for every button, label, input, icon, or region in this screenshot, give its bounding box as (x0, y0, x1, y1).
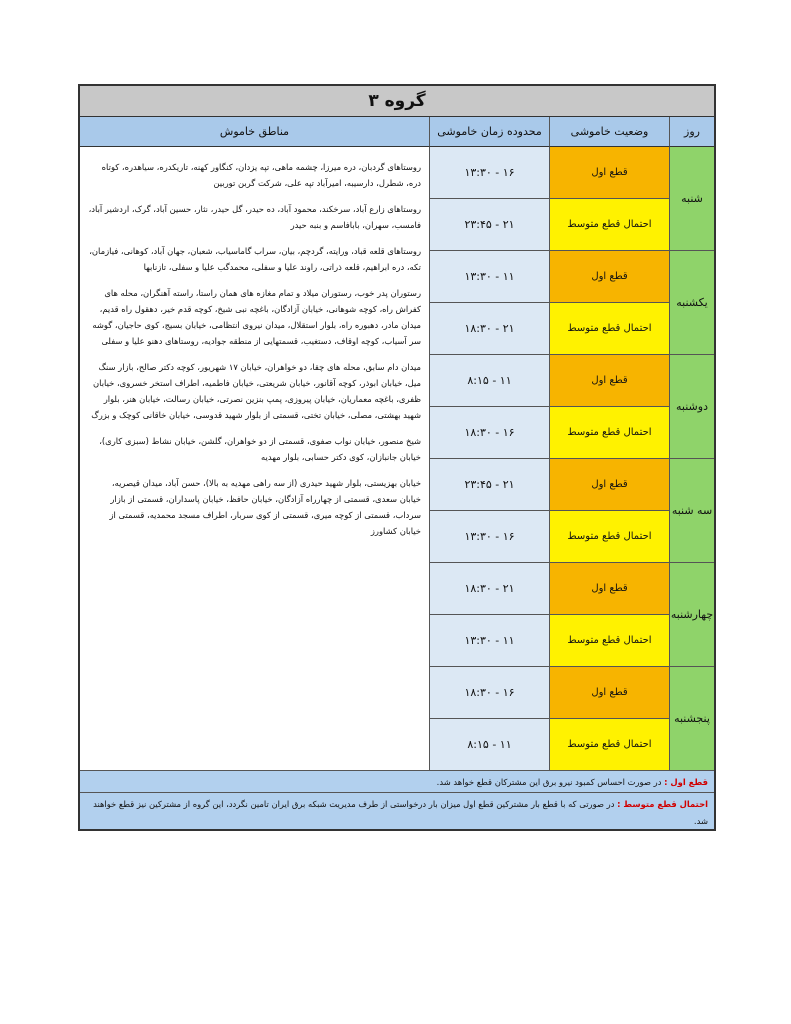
header-day: روز (669, 117, 714, 147)
status-cell: قطع اول (549, 459, 669, 511)
area-text: روستاهای گردبان، دره میرزا، چشمه ماهی، تپه یزدان، کنگاور کهنه، تاریکدره، سیاهدره، کوتاه دره، شطرل، دارسیبه، امیرآباد تپه علی، شرکت گربن توربین (101, 162, 421, 188)
status-cell: احتمال قطع متوسط (549, 511, 669, 563)
time-range-cell: ۱۱ - ۸:۱۵ (429, 719, 549, 771)
time-range-cell: ۲۱ - ۱۸:۳۰ (429, 303, 549, 355)
header-range: محدوده زمان خاموشی (429, 117, 549, 147)
first-cut-text: در صورت احساس کمبود نیرو برق این مشترکان قطع خواهد شد. (436, 777, 662, 787)
footer-first-cut-note (80, 771, 714, 793)
probable-cut-label: احتمال قطع متوسط : (617, 799, 708, 809)
time-range-cell: ۱۶ - ۱۸:۳۰ (429, 667, 549, 719)
status-cell: قطع اول (549, 251, 669, 303)
status-cell: احتمال قطع متوسط (549, 615, 669, 667)
status-cell: قطع اول (549, 563, 669, 615)
day-saturday: شنبه (669, 147, 714, 251)
status-cell: قطع اول (549, 667, 669, 719)
day-sunday: یکشنبه (669, 251, 714, 355)
status-cell: احتمال قطع متوسط (549, 303, 669, 355)
status-cell: احتمال قطع متوسط (549, 407, 669, 459)
time-range-cell: ۱۶ - ۱۳:۳۰ (429, 511, 549, 563)
time-range-cell: ۲۱ - ۱۸:۳۰ (429, 563, 549, 615)
day-tuesday: سه شنبه (669, 459, 714, 563)
area-text: میدان دام سابق، محله های چقا، دو خواهران، خیابان ۱۷ شهریور، کوچه دکتر صالح، بازار سنگ میل، خیابان ابوذر، کوچه آقانور، خیابان شریعتی، خیابان فاطمیه، اطراف استخر خسروی، خیابان ظفری، باغچه معماریان، خیابان پیروزی، پمپ بنزین نصرتی، خیابان رسالت، خیابان هنر، بلوار شهید بهشتی، مصلی، خیابان تختی، قسمتی از بلوار شهید قدوسی، خیابان خاقانی کوچک و بزرگ (91, 362, 421, 420)
header-areas: مناطق خاموش (80, 117, 429, 147)
time-range-cell: ۱۱ - ۱۳:۳۰ (429, 615, 549, 667)
probable-cut-text: در صورتی که با قطع بار مشترکین قطع اول میزان بار درخواستی از طرف مدیریت شبکه برق ایران تامین نگردد، این گروه از مشترکین نیز قطع خواهند شد. (93, 799, 708, 826)
day-thursday: پنجشنبه (669, 667, 714, 771)
day-monday: دوشنبه (669, 355, 714, 459)
area-text: رستوران پدر خوب، رستوران میلاد و تمام مغازه های همان راستا، راسته آهنگران، محله های کفراش راه، کوچه شوهانی، خیابان آزادگان، باغچه نبی شیخ، کوچه قدم خیر، دهقول راه قدیم، میدان مادر، دهبوره راه، بلوار استقلال، میدان نیروی انتظامی، خیابان بسیج، کوی حاجیان، گوشه سر آسیاب، کوچه اوقاف، دستغیب، قسمتهایی از منطقه جوادیه، روستاهای دهنو علیا و سفلی (92, 288, 421, 346)
time-range-cell: ۱۶ - ۱۳:۳۰ (429, 147, 549, 199)
time-range-cell: ۲۱ - ۲۳:۴۵ (429, 199, 549, 251)
areas-column (80, 147, 429, 771)
area-text: شیخ منصور، خیابان نواب صفوی، قسمتی از دو خواهران، گلشن، خیابان نشاط (سبزی کاری)، خیابان جانبازان، کوی دکتر حسابی، بلوار مهدیه (99, 436, 421, 462)
status-cell: قطع اول (549, 147, 669, 199)
status-cell: احتمال قطع متوسط (549, 199, 669, 251)
time-range-cell: ۱۱ - ۱۳:۳۰ (429, 251, 549, 303)
area-text: روستاهای زارع آباد، سرخکند، محمود آباد، ده حیدر، گل حیدر، نثار، حسین آباد، گرک، اردشیر آباد، فامسب، سهران، بابافاسم و بنبه حیدر (88, 204, 421, 230)
area-text: خیابان بهزیستی، بلوار شهید حیدری (از سه راهی مهدیه به بالا)، حسن آباد، میدان قیصریه، خیابان سعدی، قسمتی از چهارراه آزادگان، خیابان حافظ، خیابان پاسداران، قسمتی از بازار سرداب، قسمتی از کوچه میری، قسمتی از کوی سربار، اطراف مسجد محمدیه، قسمتی از خیابان کشاورز (109, 478, 421, 536)
header-status: وضعیت خاموشی (549, 117, 669, 147)
time-range-cell: ۱۱ - ۸:۱۵ (429, 355, 549, 407)
day-wednesday: چهارشنبه (669, 563, 714, 667)
footer-probable-cut-note (80, 793, 714, 829)
time-range-cell: ۲۱ - ۲۳:۴۵ (429, 459, 549, 511)
time-range-cell: ۱۶ - ۱۸:۳۰ (429, 407, 549, 459)
status-cell: احتمال قطع متوسط (549, 719, 669, 771)
area-text: روستاهای قلعه قباد، ورایته، گردچم، بیان، سراب گاماسیاب، شعبان، جهان آباد، کوهانی، فیازمان، تکه، دره ابراهیم، قلعه ذراتی، راوند علیا و سفلی، محمدگب علیا و سفلی، تازنابها (89, 246, 421, 272)
status-cell: قطع اول (549, 355, 669, 407)
table-title: گروه ۳ (80, 86, 714, 117)
first-cut-label: قطع اول : (664, 777, 708, 787)
schedule-table (78, 84, 716, 831)
